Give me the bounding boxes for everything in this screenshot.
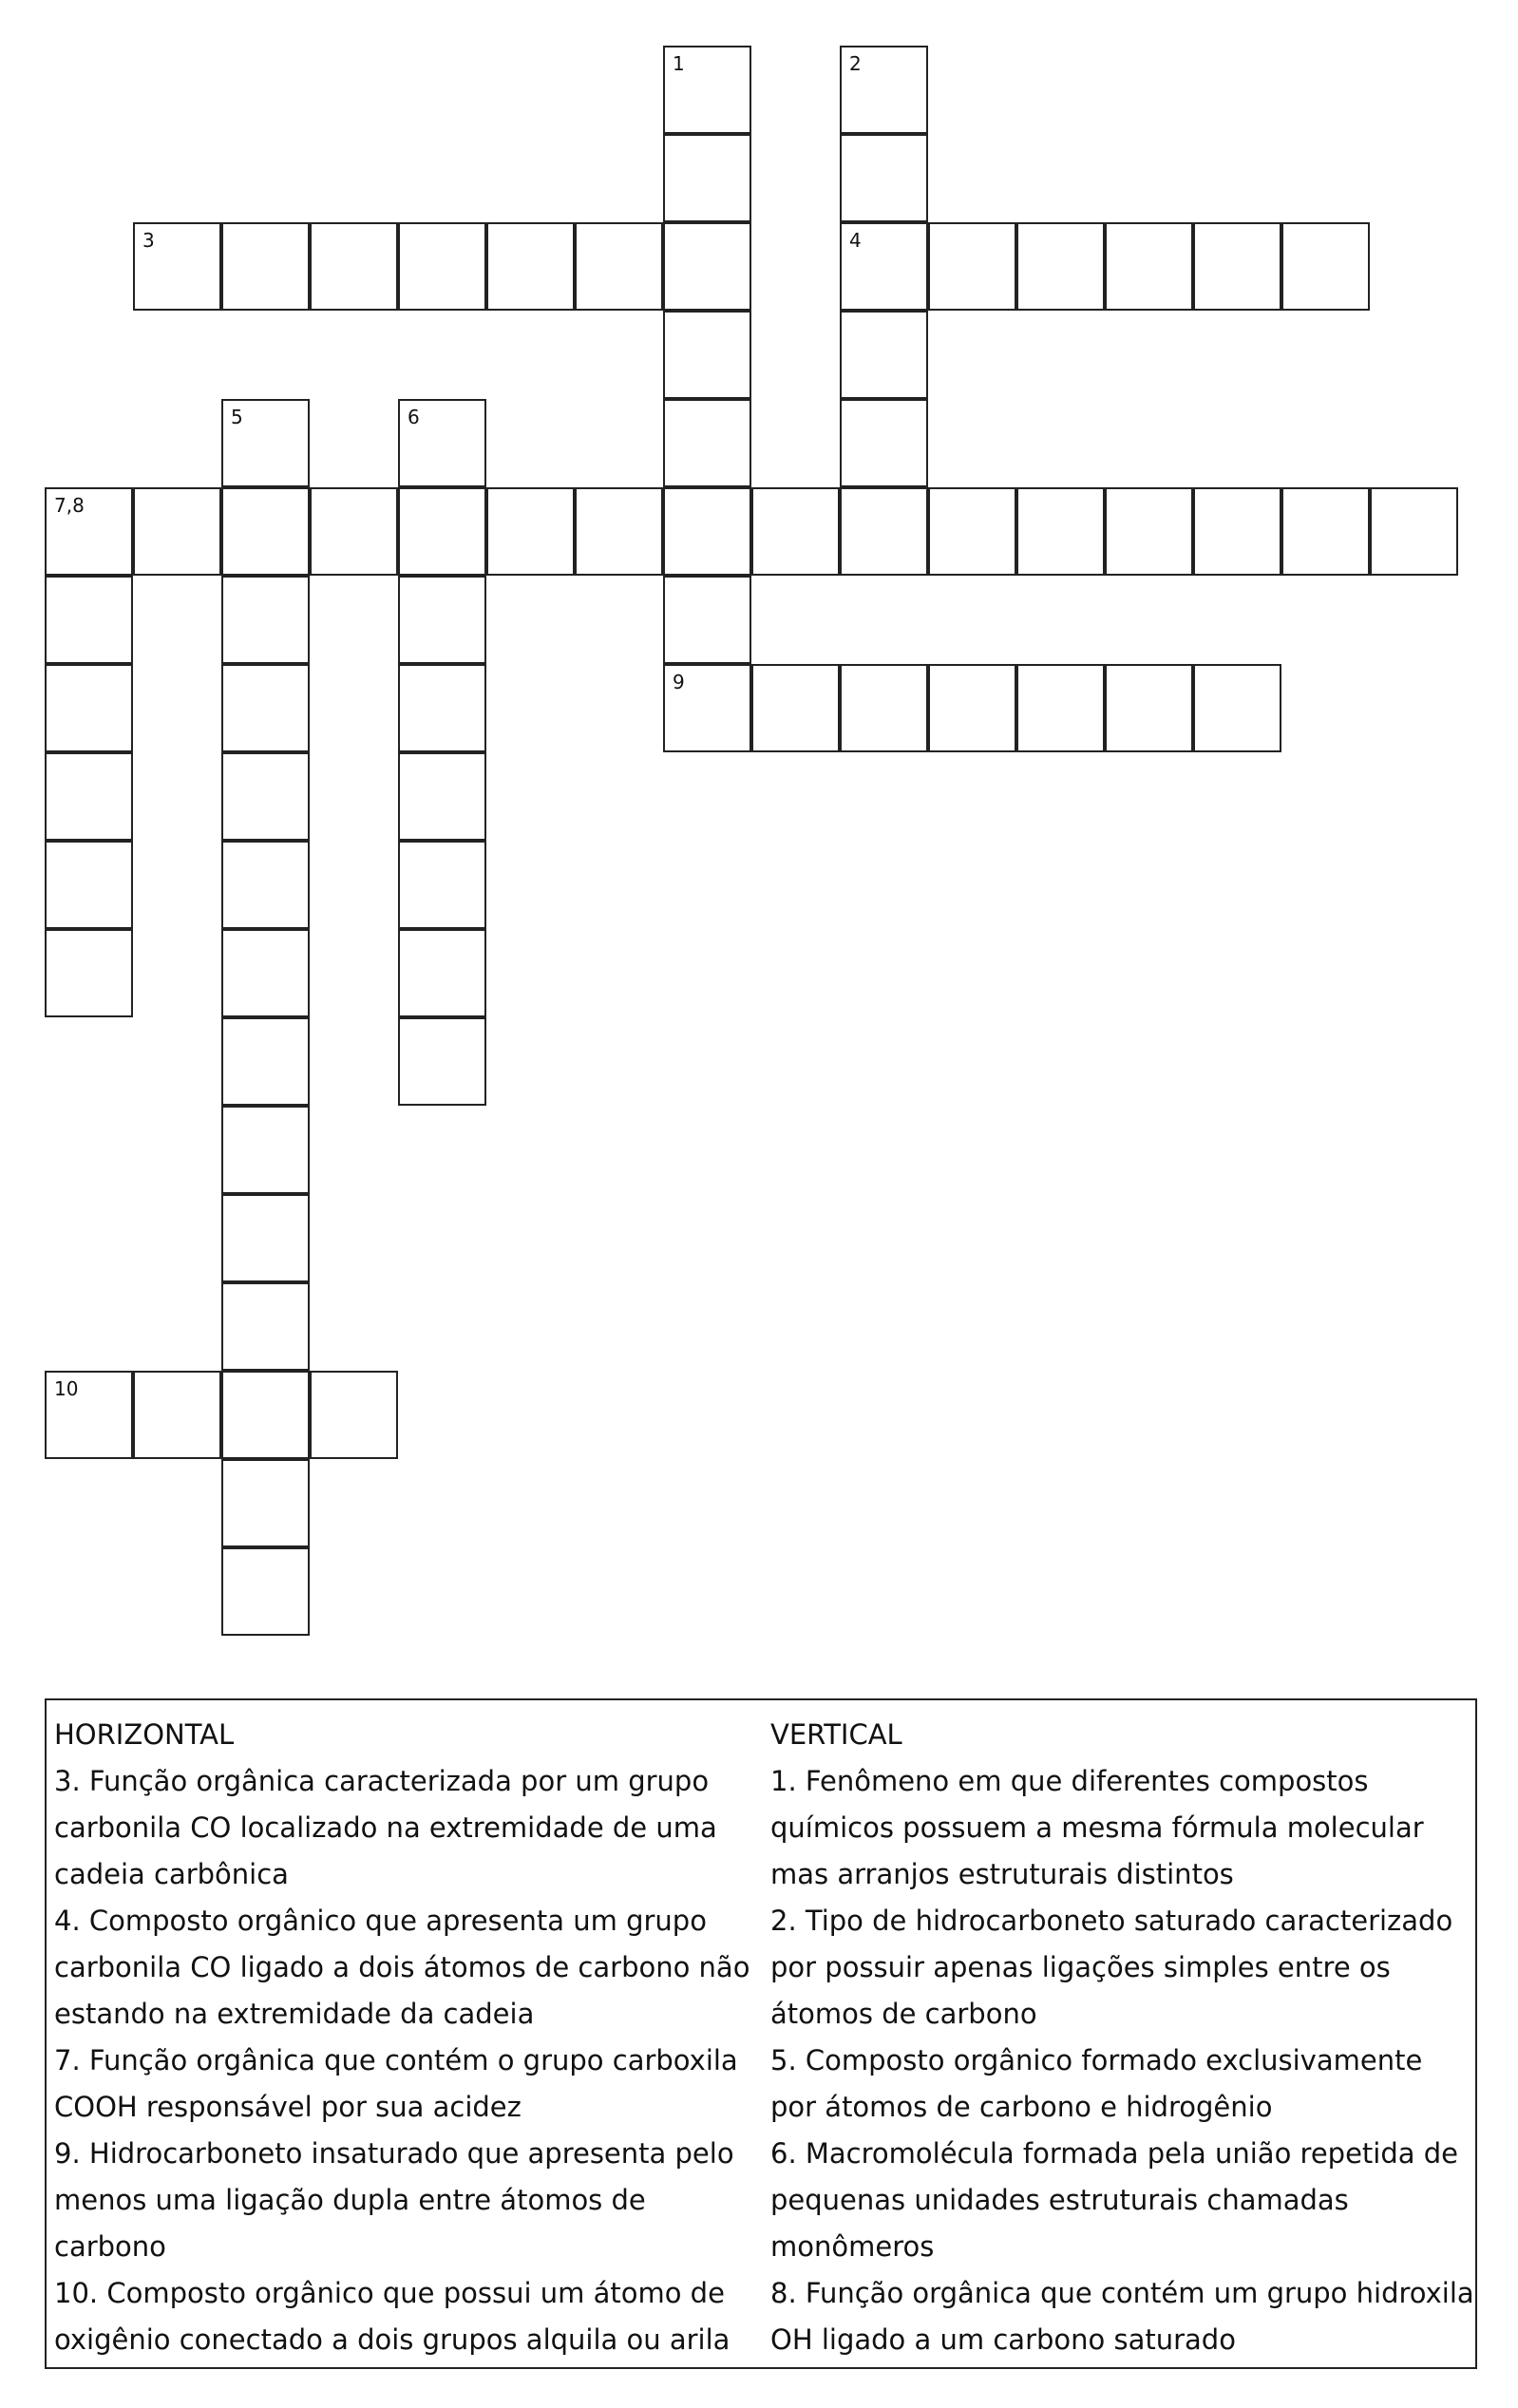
grid-cell[interactable] xyxy=(1016,222,1105,311)
grid-cell[interactable] xyxy=(221,222,310,311)
grid-cell[interactable] xyxy=(221,664,310,752)
grid-cell[interactable] xyxy=(221,752,310,841)
vertical-title: VERTICAL xyxy=(770,1718,902,1751)
clue-v6: 6. Macromolécula formada pela união repetida de pequenas unidades estruturais chamadas monômeros xyxy=(770,2137,1458,2263)
clue-h9: 9. Hidrocarboneto insaturado que apresenta pelo menos uma ligação dupla entre átomos de carbono xyxy=(54,2137,734,2263)
grid-cell[interactable] xyxy=(310,222,398,311)
grid-cell[interactable] xyxy=(45,752,133,841)
grid-cell[interactable] xyxy=(133,222,221,311)
grid-cell[interactable] xyxy=(1281,487,1370,576)
grid-cell[interactable] xyxy=(840,134,928,222)
grid-cell[interactable] xyxy=(1193,222,1281,311)
grid-cell[interactable] xyxy=(663,222,751,311)
grid-cell[interactable] xyxy=(486,222,575,311)
horizontal-clues xyxy=(54,1712,759,2363)
grid-cell[interactable] xyxy=(221,1371,310,1459)
grid-cell[interactable] xyxy=(575,222,663,311)
grid-cell[interactable] xyxy=(45,576,133,664)
grid-cell[interactable] xyxy=(1016,664,1105,752)
grid-cell[interactable] xyxy=(398,664,486,752)
grid-cell[interactable] xyxy=(840,664,928,752)
grid-cell[interactable] xyxy=(310,1371,398,1459)
clue-v1: 1. Fenômeno em que diferentes compostos químicos possuem a mesma fórmula molecular mas arranjos estruturais distintos xyxy=(770,1765,1424,1890)
clue-v5: 5. Composto orgânico formado exclusivamente por átomos de carbono e hidrogênio xyxy=(770,2044,1423,2123)
grid-cell[interactable] xyxy=(840,311,928,399)
grid-cell[interactable] xyxy=(45,841,133,929)
grid-cell[interactable] xyxy=(398,399,486,487)
clue-v2: 2. Tipo de hidrocarboneto saturado caracterizado por possuir apenas ligações simples entre os átomos de carbono xyxy=(770,1905,1453,2030)
grid-cell[interactable] xyxy=(928,222,1016,311)
grid-cell[interactable] xyxy=(221,487,310,576)
grid-cell[interactable] xyxy=(751,487,840,576)
grid-cell[interactable] xyxy=(398,576,486,664)
grid-cell[interactable] xyxy=(1105,222,1193,311)
clues-box xyxy=(45,1698,1477,2369)
grid-cell[interactable] xyxy=(1105,664,1193,752)
grid-cell[interactable] xyxy=(398,752,486,841)
grid-cell[interactable] xyxy=(398,841,486,929)
grid-cell[interactable] xyxy=(1281,222,1370,311)
grid-cell[interactable] xyxy=(663,399,751,487)
grid-cell[interactable] xyxy=(398,929,486,1017)
grid-cell[interactable] xyxy=(575,487,663,576)
grid-cell[interactable] xyxy=(928,664,1016,752)
grid-cell[interactable] xyxy=(840,399,928,487)
grid-cell[interactable] xyxy=(840,46,928,134)
grid-cell[interactable] xyxy=(486,487,575,576)
grid-cell[interactable] xyxy=(398,1017,486,1106)
grid-cell[interactable] xyxy=(1193,664,1281,752)
clue-number: 6 xyxy=(408,406,420,428)
vertical-clues xyxy=(770,1712,1475,2363)
clue-number: 4 xyxy=(849,229,862,252)
clue-h7: 7. Função orgânica que contém o grupo carboxila COOH responsável por sua acidez xyxy=(54,2044,738,2123)
clue-h4: 4. Composto orgânico que apresenta um grupo carbonila CO ligado a dois átomos de carbono não estando na extremidade da cadeia xyxy=(54,1905,750,2030)
grid-cell[interactable] xyxy=(45,929,133,1017)
grid-cell[interactable] xyxy=(221,576,310,664)
grid-cell[interactable] xyxy=(221,1459,310,1547)
grid-cell[interactable] xyxy=(221,1106,310,1194)
grid-cell[interactable] xyxy=(398,222,486,311)
grid-cell[interactable] xyxy=(221,841,310,929)
horizontal-title: HORIZONTAL xyxy=(54,1718,235,1751)
clue-number: 1 xyxy=(673,52,685,75)
grid-cell[interactable] xyxy=(221,929,310,1017)
grid-cell[interactable] xyxy=(928,487,1016,576)
grid-cell[interactable] xyxy=(310,487,398,576)
clue-number: 3 xyxy=(142,229,155,252)
grid-cell[interactable] xyxy=(221,1282,310,1371)
grid-cell[interactable] xyxy=(751,664,840,752)
clue-h3: 3. Função orgânica caracterizada por um grupo carbonila CO localizado na extremidade de uma cadeia carbônica xyxy=(54,1765,717,1890)
grid-cell[interactable] xyxy=(133,487,221,576)
grid-cell[interactable] xyxy=(1193,487,1281,576)
grid-cell[interactable] xyxy=(398,487,486,576)
grid-cell[interactable] xyxy=(45,1371,133,1459)
grid-cell[interactable] xyxy=(45,664,133,752)
grid-cell[interactable] xyxy=(663,576,751,664)
grid-cell[interactable] xyxy=(663,664,751,752)
grid-cell[interactable] xyxy=(840,222,928,311)
clue-number: 2 xyxy=(849,52,862,75)
clue-h10: 10. Composto orgânico que possui um átomo de oxigênio conectado a dois grupos alquila ou arila xyxy=(54,2277,731,2356)
grid-cell[interactable] xyxy=(840,487,928,576)
grid-cell[interactable] xyxy=(221,399,310,487)
grid-cell[interactable] xyxy=(221,1017,310,1106)
grid-cell[interactable] xyxy=(221,1547,310,1636)
grid-cell[interactable] xyxy=(1016,487,1105,576)
grid-cell[interactable] xyxy=(663,46,751,134)
grid-cell[interactable] xyxy=(221,1194,310,1282)
grid-cell[interactable] xyxy=(663,311,751,399)
grid-cell[interactable] xyxy=(45,487,133,576)
clue-number: 5 xyxy=(231,406,243,428)
grid-cell[interactable] xyxy=(1105,487,1193,576)
clue-v8: 8. Função orgânica que contém um grupo hidroxila OH ligado a um carbono saturado xyxy=(770,2277,1474,2356)
grid-cell[interactable] xyxy=(663,487,751,576)
grid-cell[interactable] xyxy=(663,134,751,222)
grid-cell[interactable] xyxy=(133,1371,221,1459)
clue-number: 10 xyxy=(54,1377,79,1400)
grid-cell[interactable] xyxy=(1370,487,1458,576)
clue-number: 9 xyxy=(673,671,685,693)
clue-number: 7,8 xyxy=(54,494,85,517)
